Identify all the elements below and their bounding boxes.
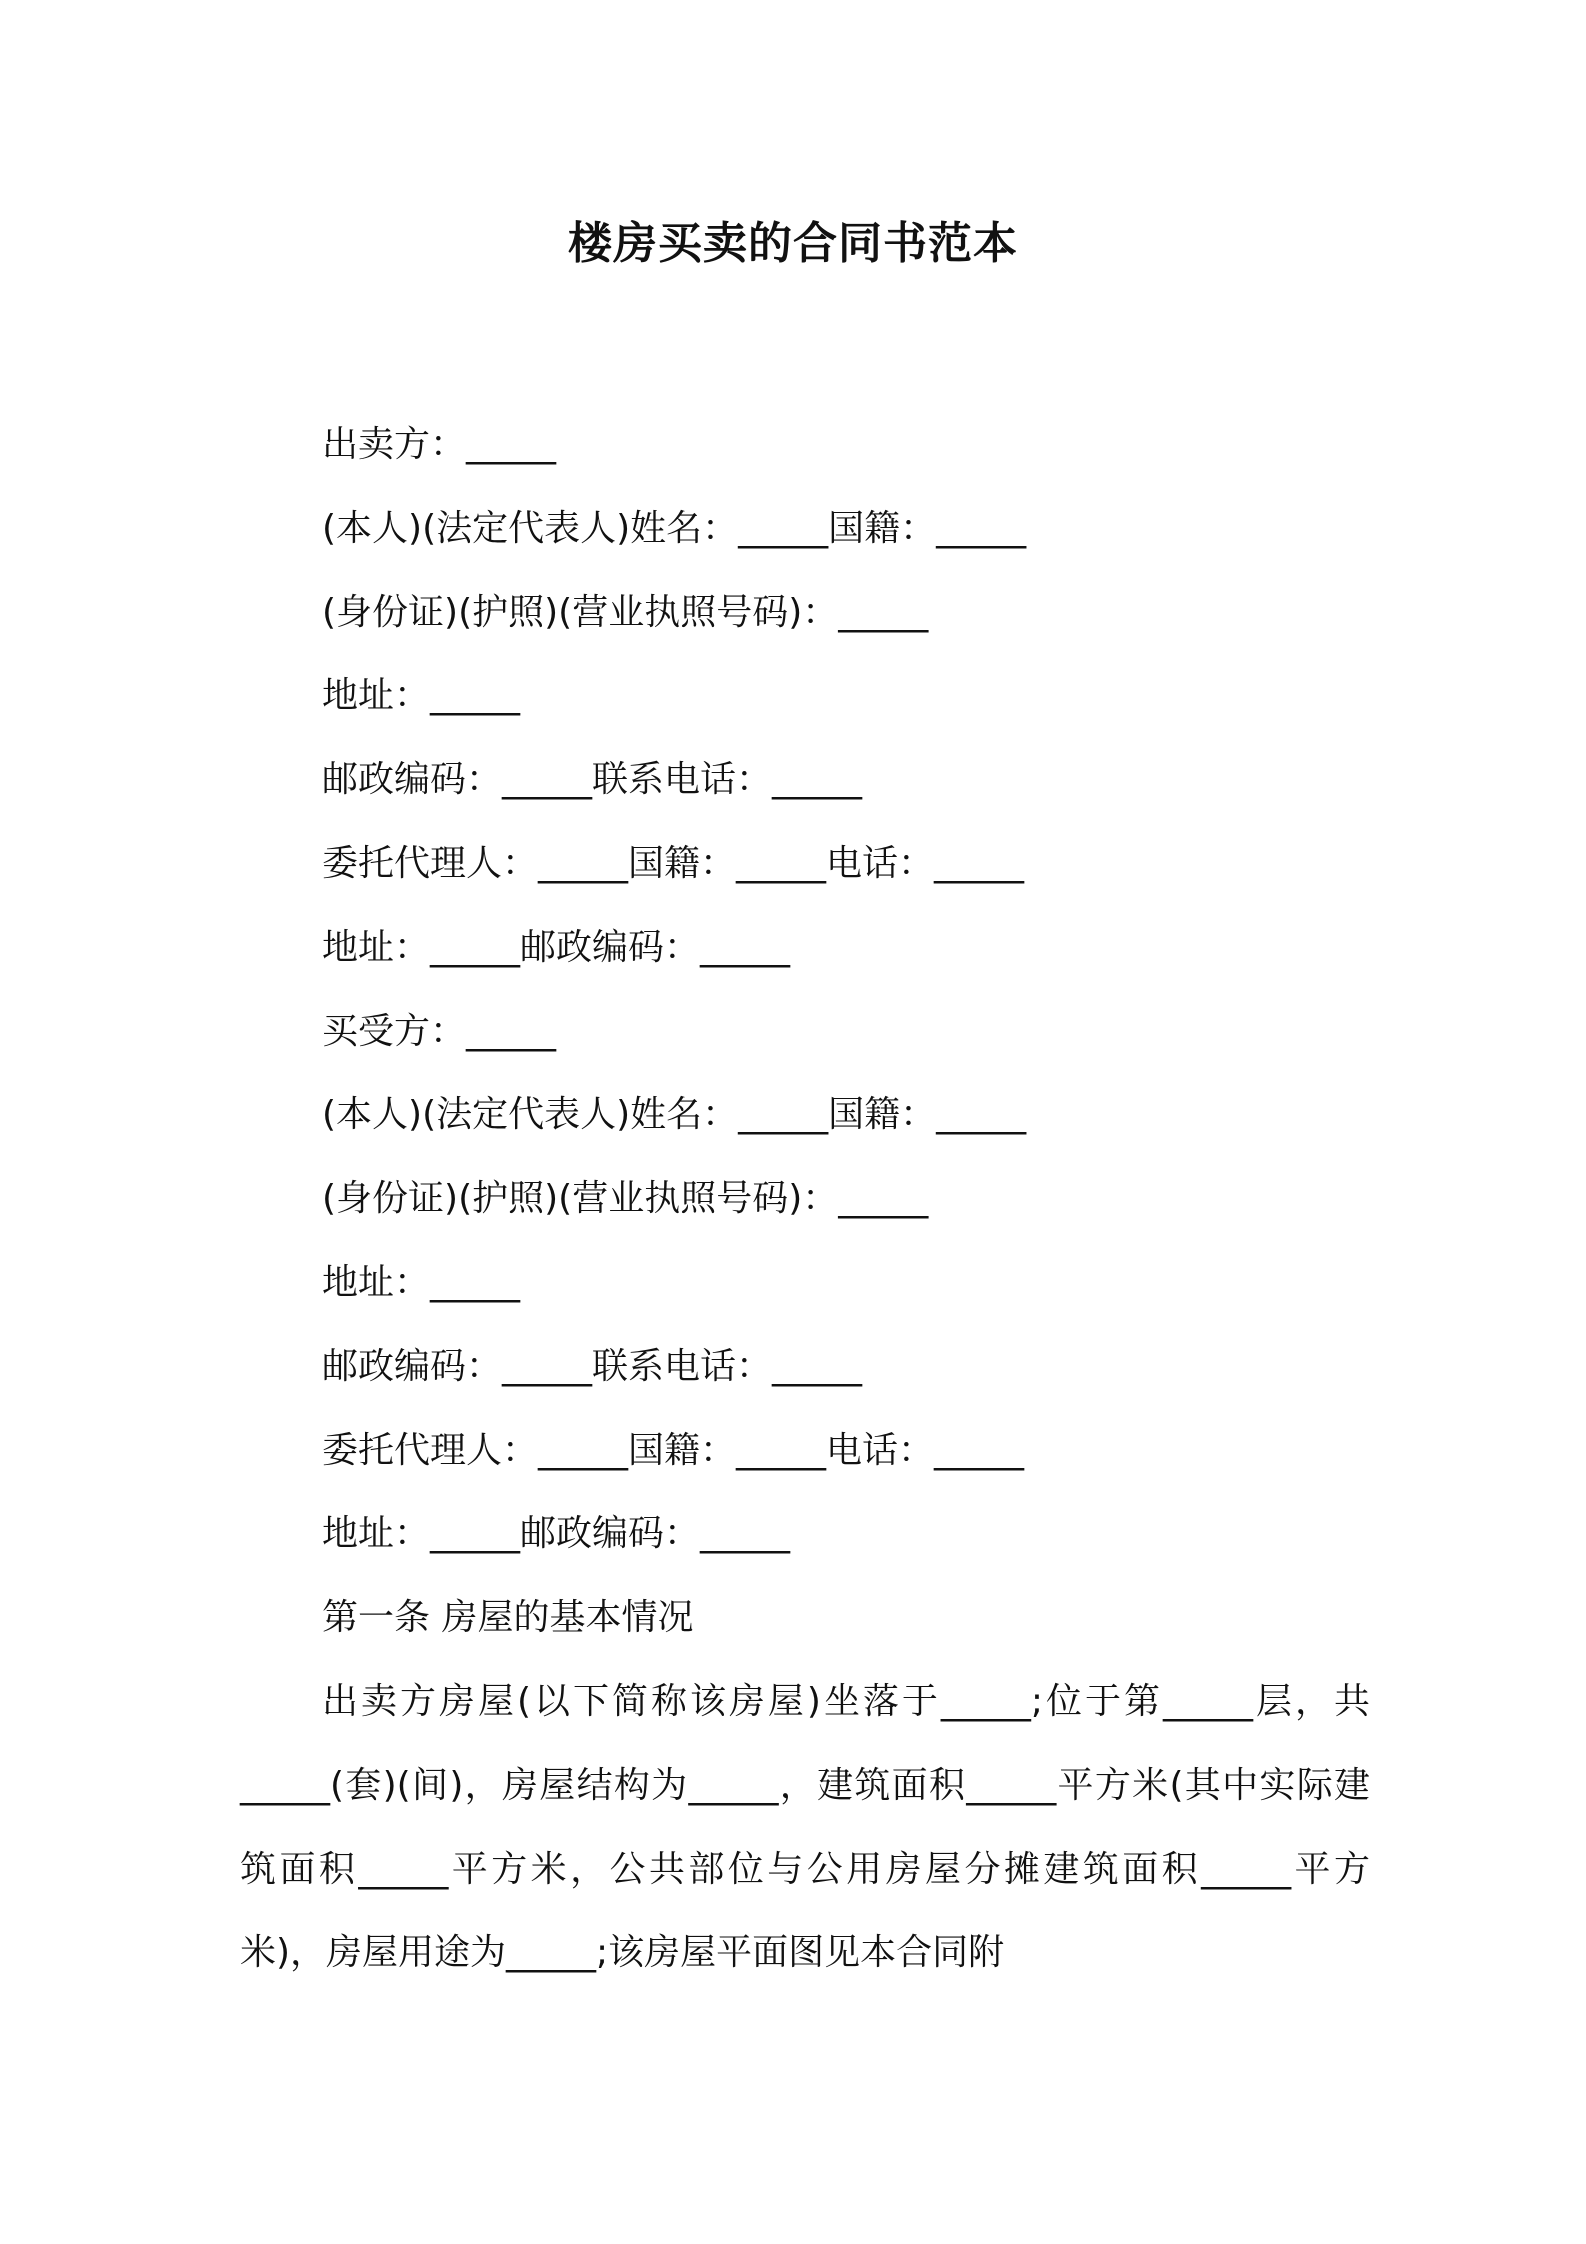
buyer-agent-line: 委托代理人：_____国籍：_____电话：_____ [322,1429,1025,1471]
buyer-agent-address-line: 地址：_____邮政编码：_____ [322,1513,791,1555]
buyer-line: 买受方：_____ [322,1010,557,1052]
seller-agent-line: 委托代理人：_____国籍：_____电话：_____ [322,842,1025,884]
buyer-postcode-phone-line: 邮政编码：_____联系电话：_____ [322,1345,863,1387]
buyer-name-nationality-line: (本人)(法定代表人)姓名：_____国籍：_____ [322,1094,1027,1136]
article-one-heading: 第一条 房屋的基本情况 [322,1597,694,1639]
seller-line: 出卖方：_____ [322,424,557,465]
seller-id-line: (身份证)(护照)(营业执照号码)：_____ [322,591,929,633]
buyer-id-line: (身份证)(护照)(营业执照号码)：_____ [322,1178,929,1220]
document-body [240,403,1370,1995]
buyer-address-line: 地址：_____ [322,1261,521,1303]
article-one-paragraph: 出卖方房屋(以下简称该房屋)坐落于_____;位于第_____层，共_____(套)(间)，房屋结构为_____，建筑面积_____平方米(其中实际建筑面积_____平方米，公共部位与公用房屋分摊建筑面积_____平方米)，房屋用途为_____;该房屋平面图见本合同附 [240,1680,1370,1974]
seller-agent-address-line: 地址：_____邮政编码：_____ [322,926,791,968]
seller-address-line: 地址：_____ [322,675,521,717]
seller-postcode-phone-line: 邮政编码：_____联系电话：_____ [322,759,863,801]
seller-name-nationality-line: (本人)(法定代表人)姓名：_____国籍：_____ [322,507,1027,549]
document-title: 楼房买卖的合同书范本 [568,218,1018,269]
